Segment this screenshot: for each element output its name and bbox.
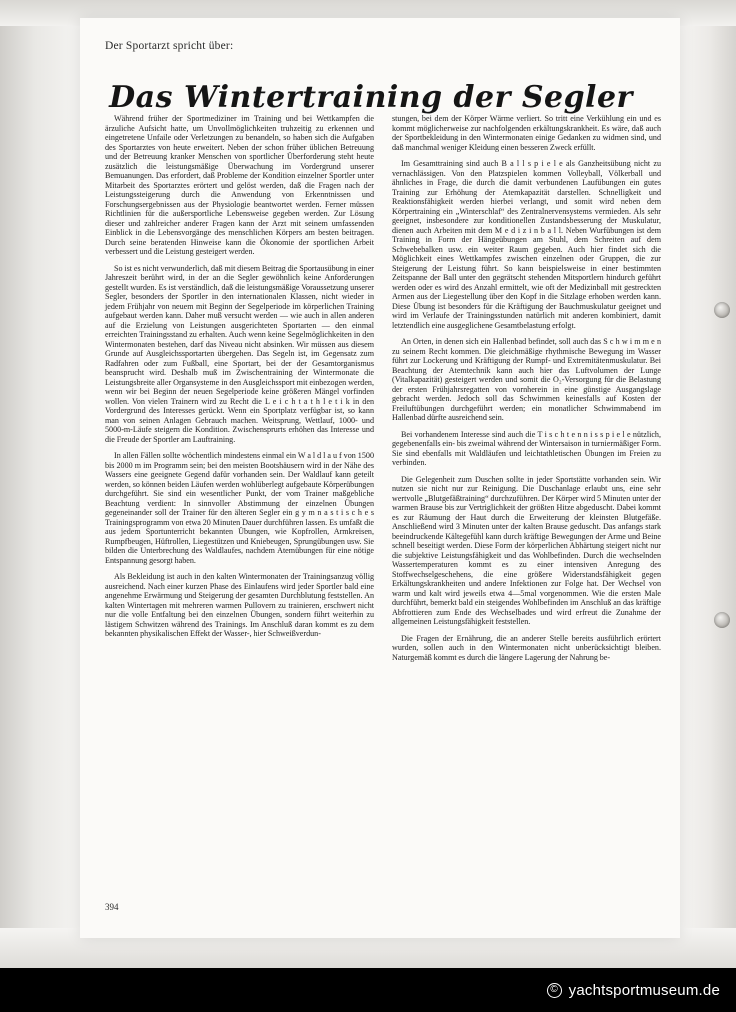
paragraph: So ist es nicht verwunderlich, daß mit diesem Beitrag die Sportausübung in einer Jahreszeit berührt wird, in der an die Segler gewöhnlich keine Anforderungen gestellt wurden. Es ist verständlich, daß die leistungsmäßige Voraussetzung unserer Segler, besonders der Sportler in den internationalen Klassen, nicht wieder in jedem Frühjahr von neuem mit Beginn der Segelperiode im körperlichen Training aufgebaut werden kann. Daher muß versucht werden — wie auch in allen anderen auf die Erzielung von Leistungen ausgerichteten Sportarten — den einmal erreichten Trainingsstand zu erhalten. Auch wenn keine Segelmöglichkeiten in den Wintermonaten bestehen, darf das Niveau nicht absinken. Wir müssen aus diesem Grunde auf Ausgleichssportarten übergehen. Das Segeln ist, im Gegensatz zum Radfahren oder zum Fußball, eine Sportart, bei der der Gesamtorganismus beansprucht wird. Deshalb muß im Zwischentraining der Wintermonate die Leistungsbreite aller Organsysteme in den Ausgleichssport mit einbezogen werden, wenn wir bei Beginn der neuen Segelperiode keine größeren Mängel vorfinden wollen. Von vielen Trainern wird zu Recht die L e i c h t a t h l e t i k in den Vordergrund des Interesses gerückt. Wenn ein Sportplatz verfügbar ist, so kann man von seinen Anlagen Gebrauch machen. Weitsprung, Wettlauf, 1000- und 5000-m-Läufe steigern die Kondition. Zwischensprurts erhöhen das Interesse und die Freude der Sportler am Lauftraining. — [105, 263, 374, 444]
page-title: Das Wintertraining der Segler — [109, 80, 633, 116]
paragraph: An Orten, in denen sich ein Hallenbad befindet, soll auch das S c h w i m m e n zu seinem Recht kommen. Die gleichmäßige rhythmische Bewegung im Wasser führt zur Lockerung und Kräftigung der Rumpf- und Extremitätenmuskulatur. Bei Beachtung der Atemtechnik kann auch hier das Luftvolumen der Lunge (Vitalkapazität) gesteigert werden und somit die O₂-Versorgung für die Belastung der ersten Frühjahrsregatten von vornherein in eine günstige Ausgangslage gebracht werden. Jedoch soll das Schwimmen keinesfalls auf Kosten der Freiluftübungen durchgeführt werden; ein monatlicher Schwimmabend im Hallenbad dürfte ausreichend sein. — [392, 337, 661, 422]
column-left — [105, 114, 374, 669]
binder-ring-icon — [714, 302, 730, 318]
page-edge-shadow-left — [0, 0, 88, 1012]
binder-ring-icon — [714, 612, 730, 628]
paragraph: Während früher der Sportmediziner im Training und bei Wettkampfen die ärzuliche Aufsicht hatte, um Unvollmöglichkeiten truhzeitig zu erkennen und eingetretene Unfaile oder Verletzungen zu benandeln, so haben sich die Aufgaben des Sportarztes von heute erweitert. Neben der schon früher üblichen Betreuung und der Betreuung kranker Menschen von sportlicher Überforderung steht heute zusätzlich die leistungsmäßige Überwachung im Vordergrund unserer Bemuanungen. Das erfordert, daß Probleme der Kondition einzelner Sportler unter Mitarbeit des Sportarztes erörtert und gelöst werden, daß die Fragen nach der Leistungssteigerung durch die Anwendung von Erkenntnissen und Forschungsergebnissen aus der Physiologie beantwortet werden. Ferner müssen Richtlinien für die außersportliche Lebensweise gegeben werden. Zur Lösung dieser und zahlreicher anderer Fragen kann der Arzt mit seinem umfassenden Einblick in die Lebensvorgänge des menschlichen Körpers am besten beitragen. Durch seine beratenden Hinweise kann die Ökonomie der sportlichen Arbeit verbessert und die Leistung gesteigert werden. — [105, 114, 374, 256]
article-kicker: Der Sportarzt spricht über: — [105, 40, 234, 52]
paragraph: Im Gesamttraining sind auch B a l l s p i e l e als Ganzheitsübung nicht zu vernachlässigen. Von den Platzspielen kommen Volleyball, Völkerball und ähnliches in Frage, die durch die damit verbundenen Laufübungen ein gutes Training zur Erhöhung der Atemkapazität darstellen. Schnelligkeit und Reaktionsfähigkeit werden hierbei verlangt, und somit wird neben dem Körpertraining ein „Winterschlaf“ des Zentralnervensystems vermieden. Als sehr geeignet, insbesondere zur konditionellen Zustandsbesserung der Muskulatur, dienen auch Arbeiten mit dem M e d i z i n b a l l. Neben Wurfübungen ist dem Training in Form der Hängeübungen am Stuhl, dem Schreiten auf dem Schwebebalken usw. ein weiter Raum gegeben. Auch hier findet sich die Möglichkeit eines Wettkampfes zwischen einzelnen oder Gruppen, die zur Steigerung der Leistung führt. So kann beispielsweise in einer bestimmten Zeitspanne der Ball unter den gegrätscht stehenden Mitsportlern hindurch geführt werden oder es wird des Anzahl ermittelt, wie oft der Medizinball mit gestreckten Armen aus der Liegestellung über den Kopf in die Sitzlage erhoben werden kann. Diese Übung ist besonders für die Kräftigung der Bauchmuskulatur geeignet und wird im Verlaufe der Trainingsstunden natürlich mit anderen kombiniert, damit letztendlich eine ausgeglichene Gesamtbelastung erfolgt. — [392, 159, 661, 330]
paragraph: In allen Fällen sollte wöchentlich mindestens einmal ein W a l d l a u f von 1500 bis 2000 m im Programm sein; bei den meisten Bootshäusern wird in der Nähe des Wassers eine geeignete Gegend dafür vorhanden sein. Der Waldlauf kann geteilt werden, so können beiden Läufen werden wohlüberlegt aufgebaute Körperübungen durchgeführt. Sie sind ein wesentlicher Punkt, der vom Trainer maßgebliche Beachtung verdient: In sinnvoller Abstimmung der einzelnen Übungen gegeneinander soll der Trainer für den älteren Segler ein g y m n a s t i s c h e s Trainingsprogramm von etwa 20 Minuten Dauer durchführen lassen. Es umfaßt die aus jedem Sportunterricht bekannten Übungen, wie Kopfrollen, Armkreisen, Rumpfbeugen, Hüftrollen, Liegestützen und Kniebeugen, Sprungübungen usw. Sie bilden die Unterbrechung des Waldlaufes, nachdem Atemübungen für eine nötige Entspannung gesorgt haben. — [105, 451, 374, 565]
paragraph: Die Fragen der Ernährung, die an anderer Stelle bereits ausführlich erörtert wurden, sollen auch in den Wintermonaten nicht unberücksichtigt bleiben. Naturgemäß kommt es durch die längere Lagerung der Nahrung be- — [392, 633, 661, 662]
watermark-label: yachtsportmuseum.de — [568, 981, 720, 999]
paragraph: Als Bekleidung ist auch in den kalten Wintermonaten der Trainingsanzug völlig ausreichend. Nach einer kurzen Phase des Einlaufens wird jeder Sportler bald eine angenehme Erwärmung und Steigerung der gesamten Durchblutung feststellen. An kalten Wintertagen mit mehreren warmen Pullovern zu trainieren, erschwert nicht nur die volle Entfaltung bei den einzelnen Übungen, sondern führt weiterhin zu lästigem Schwitzen während des Trainings. Im Anschluß daran kommt es zu dem bekannten physikalischen Effekt der Wasser-, hier Schweißverdun- — [105, 572, 374, 638]
watermark-bar — [0, 968, 736, 1012]
article-columns — [105, 114, 661, 669]
paragraph: stungen, bei dem der Körper Wärme verliert. So tritt eine Verkühlung ein und es kommt möglicherweise zur nachfolgenden erkältungskrankheit. Es wäre, daß auch der Sportbekleidung in den Wintermonaten einige Gedanken zu widmen sind, und daß manchmal weniger Kleidung einen besseren Zweck erfüllt. — [392, 114, 661, 152]
page-number: 394 — [105, 902, 119, 912]
paragraph: Bei vorhandenem Interesse sind auch die T i s c h t e n n i s s p i e l e nützlich, gegebenenfalls ein- bis zweimal während der Wintersaison in turniermäßiger Form. Sie sind ebenfalls mit Waldläufen und leichtathletischen Übungen im Freien zu verbinden. — [392, 429, 661, 467]
column-right — [392, 114, 661, 669]
watermark — [547, 982, 720, 999]
paragraph: Die Gelegenheit zum Duschen sollte in jeder Sportstätte vorhanden sein. Wir nutzen sie nicht nur zur Reinigung. Die Duschanlage erlaubt uns, eine sehr wertvolle „Blutgefäßtraining“ durchzuführen. Der Körper wird 5 Minuten unter der warmen Brause bis zur Vertriglichkeit der größten Hitze abgeduscht. Dabei kommt es zur Räumung der Haut durch die Erweiterung der kleinsten Blutgefäße. Anschließend wird 3 Minuten unter der kalten Brause geduscht. Das anfangs stark beeindruckende Kältegefühl kann durch kräftige Bewegungen der Arme und Beine schnell beseitigt werden. Diese Form der körperlichen Abhärtung steigert nicht nur die subjektive Leistungsfähigkeit und das Wohlbefinden. Durch die wechselnden Wassertemperaturen kommt es zu einer intensiven Anregung des Stoffwechselgeschehens, die eine größere Widerstandsfähigkeit gegen Erkältungskrankheiten und andere Infektionen zur Folge hat. Der Wechsel von warm und kalt wird jeweils etwa 4—5mal vorgenommen. Wie die ersten Male durchführt, bemerkt bald ein steigendes Wohlbefinden im Anschluß an das kräftige Abfrottieren zum Ende des Wechselbades und wird erfreut die Zunahme der allgemeinen Leistungsfähigkeit feststellen. — [392, 474, 661, 626]
article-sheet — [80, 18, 680, 938]
copyright-icon: © — [547, 983, 562, 998]
page-edge-shadow-right — [676, 0, 736, 1012]
